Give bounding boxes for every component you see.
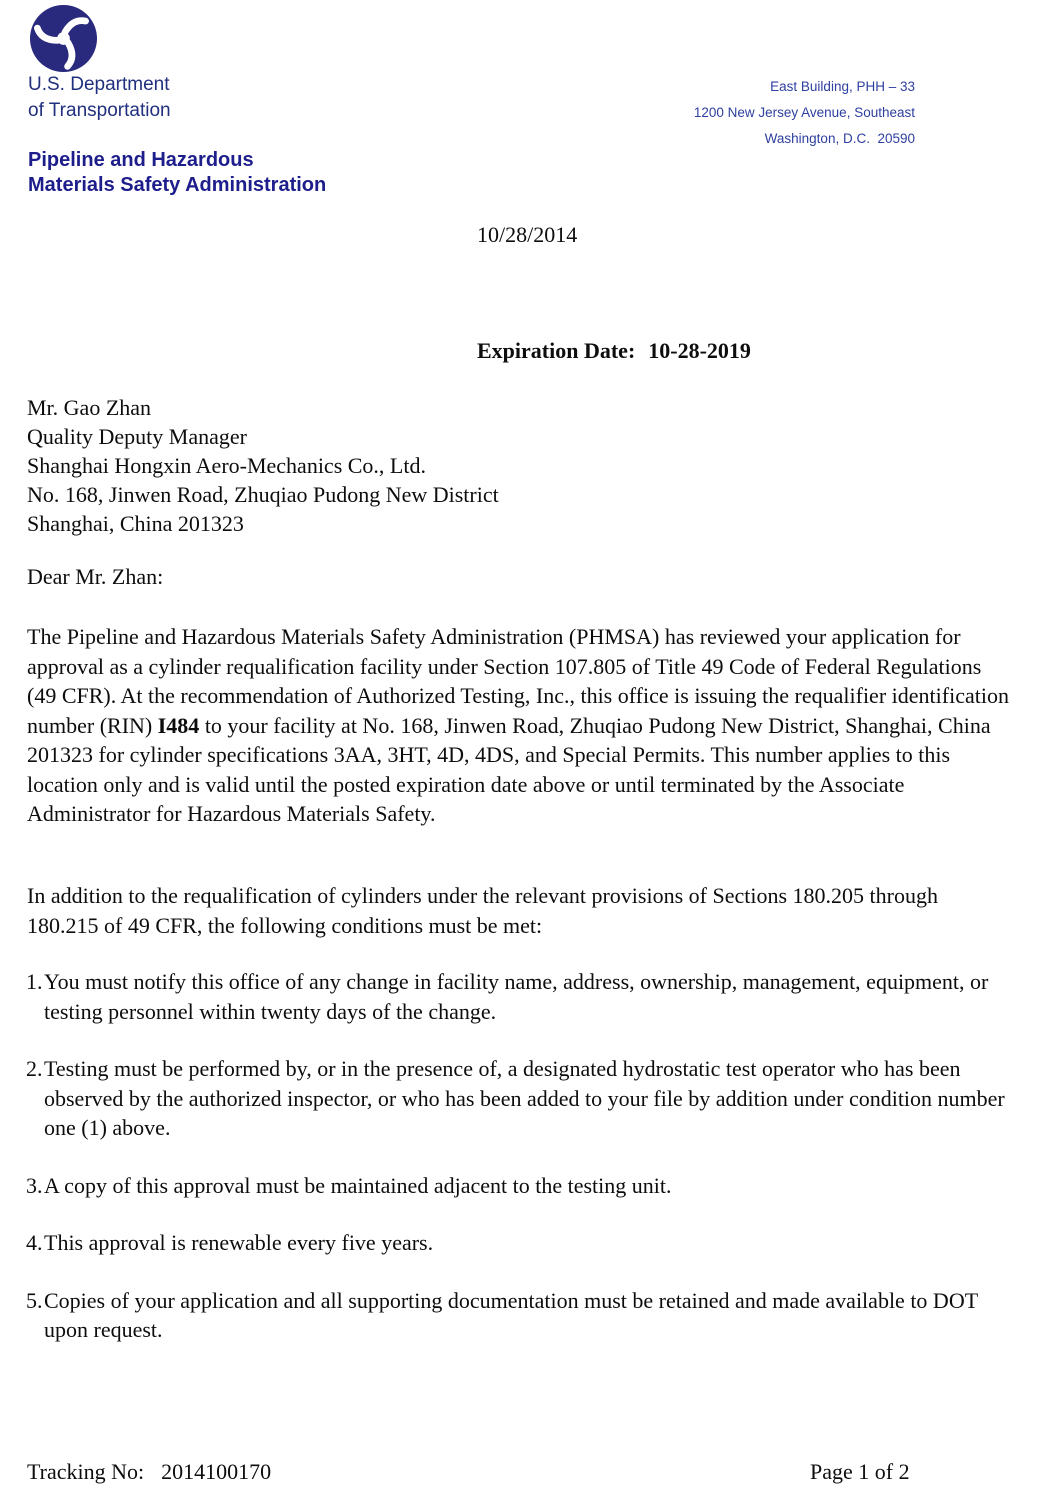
condition-item xyxy=(26,1171,1014,1201)
condition-number: 5. xyxy=(26,1287,43,1313)
office-address xyxy=(694,74,915,152)
condition-text: Copies of your application and all supporting documentation must be retained and made available to DOT upon request. xyxy=(44,1287,978,1342)
condition-number: 1. xyxy=(26,969,43,994)
condition-text: This approval is renewable every five years. xyxy=(44,1230,434,1255)
office-address-line: Washington, D.C. 20590 xyxy=(764,131,915,146)
recipient-address xyxy=(27,393,499,538)
department-name-line1: U.S. Department xyxy=(28,74,170,95)
condition-text: You must notify this office of any change in facility name, address, ownership, management, equipment, or testing personnel within twenty days of the change. xyxy=(44,969,989,1024)
expiration-date-value: 10-28-2019 xyxy=(648,338,751,363)
letter-date: 10/28/2014 xyxy=(477,222,578,247)
office-address-line: East Building, PHH – 33 xyxy=(770,79,915,94)
conditions-list xyxy=(26,967,1014,1373)
condition-item xyxy=(26,967,1014,1026)
agency-name-line1: Pipeline and Hazardous xyxy=(28,149,254,171)
recipient-company: Shanghai Hongxin Aero-Mechanics Co., Ltd. xyxy=(27,453,426,478)
condition-text: Testing must be performed by, or in the presence of, a designated hydrostatic test operator who has been observed by the authorized inspector, or who has been added to your file by addition under condition number one (1) above. xyxy=(44,1056,1005,1140)
rin-number: I484 xyxy=(157,712,200,738)
office-address-line: 1200 New Jersey Avenue, Southeast xyxy=(693,105,915,120)
condition-item xyxy=(26,1054,1014,1143)
tracking-number-line xyxy=(27,1459,271,1485)
recipient-name: Mr. Gao Zhan xyxy=(27,395,152,420)
paragraph-1-text-after-rin: to your facility at No. 168, Jinwen Road, Zhuqiao Pudong New District, Shanghai, China 201323 for cylinder specifications 3AA, 3HT, 4D, 4DS, and Special Permits. This number applies to this location only and is valid until the posted expiration date above or until terminated by the Associate Administrator for Hazardous Materials Safety. xyxy=(27,712,991,826)
tracking-number-label: Tracking No: xyxy=(27,1459,145,1484)
condition-text: A copy of this approval must be maintained adjacent to the testing unit. xyxy=(44,1172,672,1198)
agency-name-line2: Materials Safety Administration xyxy=(28,174,327,196)
recipient-title: Quality Deputy Manager xyxy=(27,424,247,449)
expiration-date-line xyxy=(477,338,751,364)
page-number: Page 1 of 2 xyxy=(810,1459,910,1484)
dot-logo-icon xyxy=(30,5,97,72)
condition-number: 4. xyxy=(26,1230,43,1255)
condition-number: 2. xyxy=(26,1056,43,1081)
recipient-street: No. 168, Jinwen Road, Zhuqiao Pudong New District xyxy=(27,482,499,507)
body-paragraph-1 xyxy=(27,622,1009,829)
department-name-line2: of Transportation xyxy=(28,100,171,121)
department-name xyxy=(28,72,171,124)
body-paragraph-2: In addition to the requalification of cylinders under the relevant provisions of Sections 180.205 through 180.215 of 49 CFR, the following conditions must be met: xyxy=(27,883,938,938)
paragraph-1-text-before-rin: The Pipeline and Hazardous Materials Safety Administration (PHMSA) has reviewed your application for approval as a cylinder requalification facility under Section 107.805 of Title 49 Code of Federal Regulations (49 CFR). At the recommendation of Authorized Testing, Inc., this office is issuing the requalifier identification number (RIN) xyxy=(27,624,1009,738)
agency-name xyxy=(28,148,326,198)
condition-number: 3. xyxy=(26,1172,43,1198)
recipient-city: Shanghai, China 201323 xyxy=(27,511,244,536)
expiration-date-label: Expiration Date: xyxy=(477,338,636,363)
salutation: Dear Mr. Zhan: xyxy=(27,564,164,589)
condition-item xyxy=(26,1286,1014,1345)
tracking-number-value: 2014100170 xyxy=(161,1459,272,1484)
condition-item xyxy=(26,1228,1014,1258)
